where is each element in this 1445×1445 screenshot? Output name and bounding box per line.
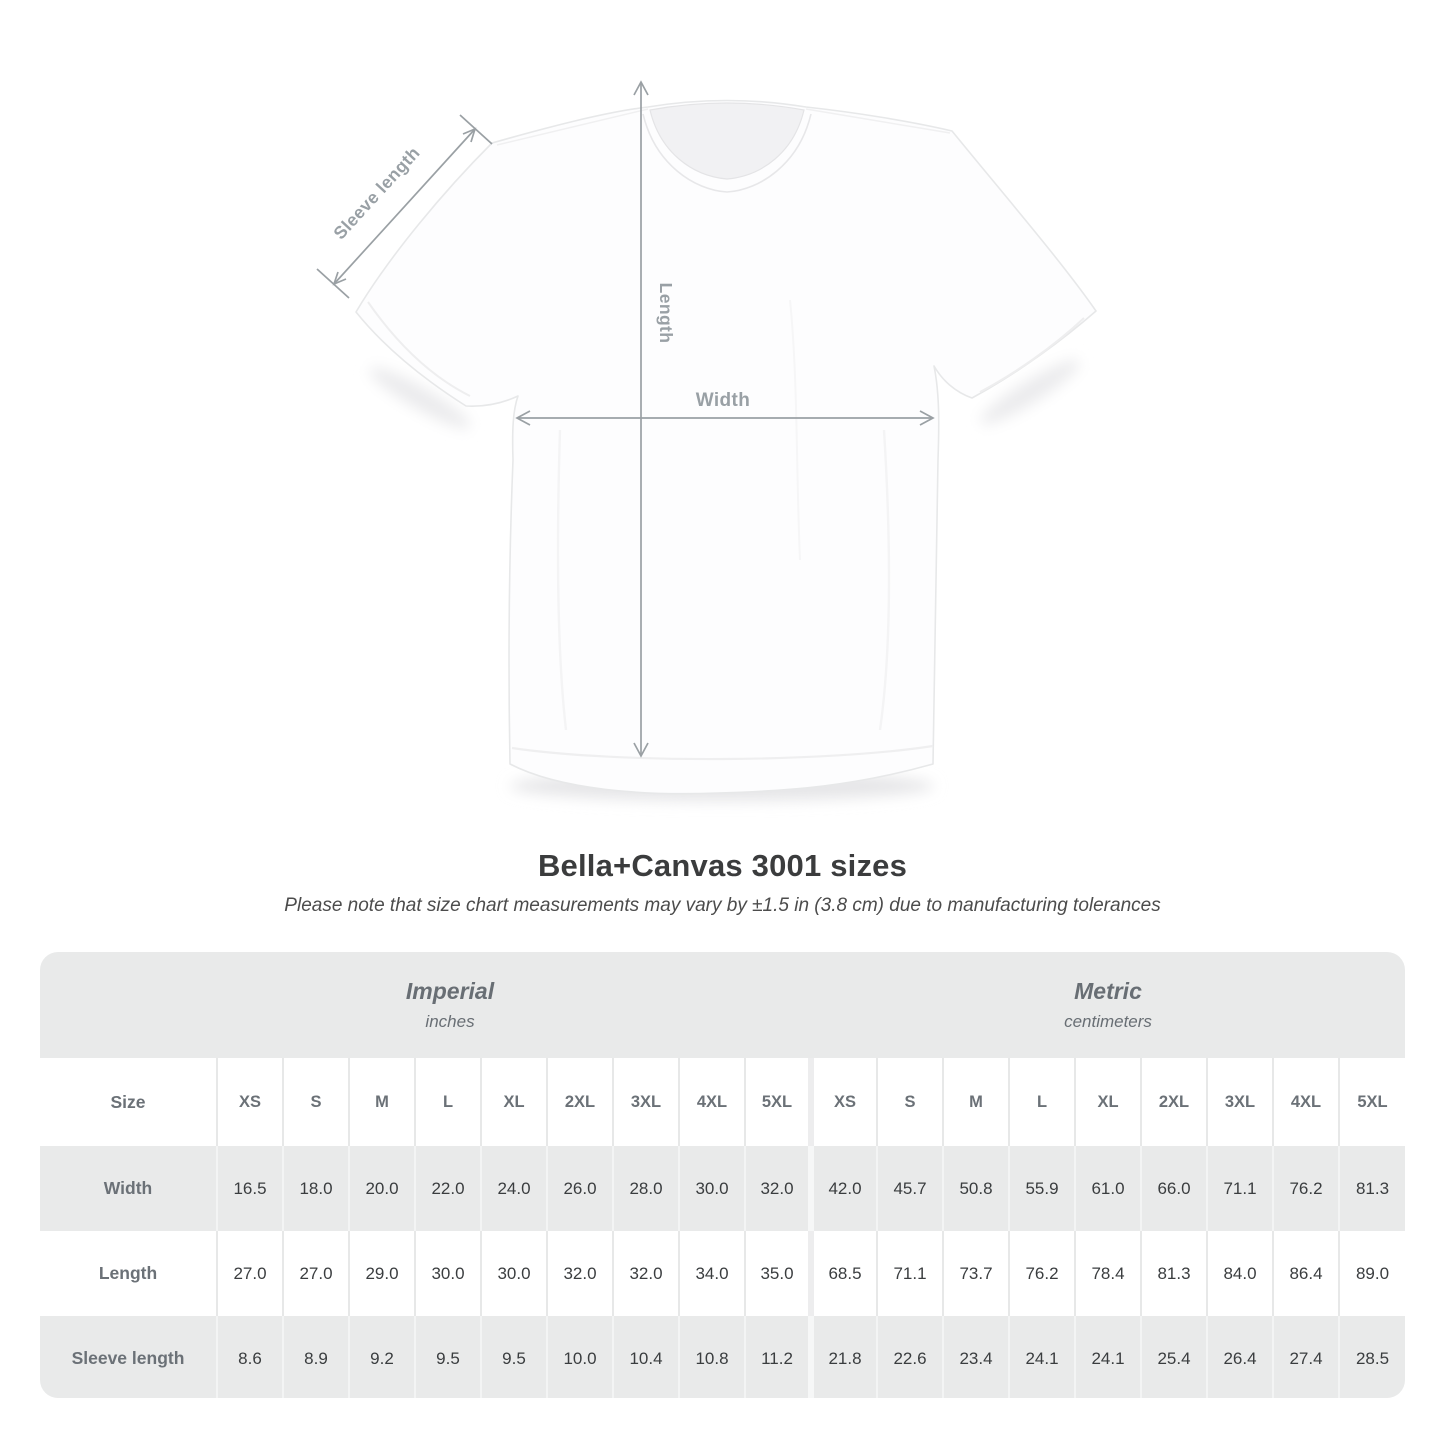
row-label: Length <box>98 1263 158 1283</box>
size-col-imperial-s: S <box>283 1058 349 1146</box>
size-col-imperial-3xl: 3XL <box>613 1058 679 1146</box>
size-corner-label: Size <box>40 1058 217 1146</box>
value-imperial-sleeve-length-2xl: 10.0 <box>547 1316 613 1398</box>
value-imperial-length-xs: 27.0 <box>217 1231 283 1316</box>
size-col-metric-s: S <box>877 1058 943 1146</box>
measurement-row-width <box>40 1146 1405 1231</box>
value-imperial-length-s: 27.0 <box>283 1231 349 1316</box>
size-col-imperial-xs: XS <box>217 1058 283 1146</box>
value-imperial-sleeve-length-xs: 8.6 <box>217 1316 283 1398</box>
value-imperial-length-4xl: 34.0 <box>679 1231 745 1316</box>
size-col-metric-3xl: 3XL <box>1207 1058 1273 1146</box>
size-col-metric-4xl: 4XL <box>1273 1058 1339 1146</box>
value-metric-length-m: 73.7 <box>943 1231 1009 1316</box>
value-imperial-length-2xl: 32.0 <box>547 1231 613 1316</box>
tolerance-note: Please note that size chart measurements may vary by ±1.5 in (3.8 cm) due to manufacturing tolerances <box>284 895 1161 916</box>
size-col-imperial-xl: XL <box>481 1058 547 1146</box>
unit-header-row <box>40 952 1405 1058</box>
size-col-imperial-5xl: 5XL <box>745 1058 811 1146</box>
size-col-imperial-l: L <box>415 1058 481 1146</box>
size-header-row <box>40 1058 1405 1146</box>
size-col-metric-2xl: 2XL <box>1141 1058 1207 1146</box>
value-metric-length-s: 71.1 <box>877 1231 943 1316</box>
value-imperial-sleeve-length-l: 9.5 <box>415 1316 481 1398</box>
value-metric-width-xs: 42.0 <box>811 1146 877 1231</box>
value-metric-sleeve-length-2xl: 25.4 <box>1141 1316 1207 1398</box>
length-label: Length <box>656 282 676 344</box>
value-imperial-length-xl: 30.0 <box>481 1231 547 1316</box>
metric-unit-label: centimeters <box>1064 1012 1152 1031</box>
size-col-metric-5xl: 5XL <box>1339 1058 1405 1146</box>
value-metric-length-4xl: 86.4 <box>1273 1231 1339 1316</box>
value-metric-sleeve-length-l: 24.1 <box>1009 1316 1075 1398</box>
imperial-label: Imperial <box>405 978 495 1004</box>
imperial-unit-label: inches <box>425 1012 475 1031</box>
measurement-row-sleeve-length <box>40 1316 1405 1398</box>
value-metric-sleeve-length-s: 22.6 <box>877 1316 943 1398</box>
value-metric-sleeve-length-4xl: 27.4 <box>1273 1316 1339 1398</box>
tshirt-outline <box>356 101 1096 794</box>
value-metric-length-l: 76.2 <box>1009 1231 1075 1316</box>
value-metric-sleeve-length-xs: 21.8 <box>811 1316 877 1398</box>
value-metric-sleeve-length-xl: 24.1 <box>1075 1316 1141 1398</box>
size-col-metric-l: L <box>1009 1058 1075 1146</box>
value-imperial-width-4xl: 30.0 <box>679 1146 745 1231</box>
value-imperial-width-2xl: 26.0 <box>547 1146 613 1231</box>
size-col-imperial-2xl: 2XL <box>547 1058 613 1146</box>
value-metric-length-xs: 68.5 <box>811 1231 877 1316</box>
value-imperial-sleeve-length-3xl: 10.4 <box>613 1316 679 1398</box>
size-col-metric-xl: XL <box>1075 1058 1141 1146</box>
value-metric-sleeve-length-3xl: 26.4 <box>1207 1316 1273 1398</box>
value-metric-length-xl: 78.4 <box>1075 1231 1141 1316</box>
size-col-imperial-4xl: 4XL <box>679 1058 745 1146</box>
value-metric-sleeve-length-5xl: 28.5 <box>1339 1316 1405 1398</box>
metric-label: Metric <box>1074 978 1142 1004</box>
sleeve-length-label: Sleeve length <box>329 142 424 244</box>
size-col-imperial-m: M <box>349 1058 415 1146</box>
size-table-body <box>40 1146 1405 1398</box>
value-imperial-width-5xl: 32.0 <box>745 1146 811 1231</box>
title-block <box>0 848 1445 917</box>
value-imperial-length-l: 30.0 <box>415 1231 481 1316</box>
value-metric-width-2xl: 66.0 <box>1141 1146 1207 1231</box>
value-imperial-width-m: 20.0 <box>349 1146 415 1231</box>
value-metric-length-3xl: 84.0 <box>1207 1231 1273 1316</box>
value-metric-width-l: 55.9 <box>1009 1146 1075 1231</box>
value-imperial-sleeve-length-5xl: 11.2 <box>745 1316 811 1398</box>
value-metric-width-m: 50.8 <box>943 1146 1009 1231</box>
value-metric-width-s: 45.7 <box>877 1146 943 1231</box>
value-metric-sleeve-length-m: 23.4 <box>943 1316 1009 1398</box>
value-imperial-width-xs: 16.5 <box>217 1146 283 1231</box>
value-metric-length-5xl: 89.0 <box>1339 1231 1405 1316</box>
row-label: Sleeve length <box>71 1348 185 1368</box>
value-imperial-width-s: 18.0 <box>283 1146 349 1231</box>
width-label: Width <box>695 390 751 411</box>
value-imperial-length-m: 29.0 <box>349 1231 415 1316</box>
size-chart-table <box>40 952 1405 1398</box>
unit-header-imperial <box>40 952 811 1058</box>
size-col-metric-m: M <box>943 1058 1009 1146</box>
value-imperial-width-3xl: 28.0 <box>613 1146 679 1231</box>
value-metric-width-3xl: 71.1 <box>1207 1146 1273 1231</box>
value-imperial-sleeve-length-4xl: 10.8 <box>679 1316 745 1398</box>
value-metric-length-2xl: 81.3 <box>1141 1231 1207 1316</box>
value-metric-width-xl: 61.0 <box>1075 1146 1141 1231</box>
value-imperial-sleeve-length-m: 9.2 <box>349 1316 415 1398</box>
value-imperial-length-3xl: 32.0 <box>613 1231 679 1316</box>
size-col-metric-xs: XS <box>811 1058 877 1146</box>
measurement-row-length <box>40 1231 1405 1316</box>
value-imperial-width-l: 22.0 <box>415 1146 481 1231</box>
page-title: Bella+Canvas 3001 sizes <box>537 848 908 883</box>
value-imperial-width-xl: 24.0 <box>481 1146 547 1231</box>
value-imperial-length-5xl: 35.0 <box>745 1231 811 1316</box>
value-imperial-sleeve-length-xl: 9.5 <box>481 1316 547 1398</box>
value-metric-width-5xl: 81.3 <box>1339 1146 1405 1231</box>
value-imperial-sleeve-length-s: 8.9 <box>283 1316 349 1398</box>
row-label: Width <box>103 1178 153 1198</box>
unit-header-metric <box>811 952 1405 1058</box>
value-metric-width-4xl: 76.2 <box>1273 1146 1339 1231</box>
